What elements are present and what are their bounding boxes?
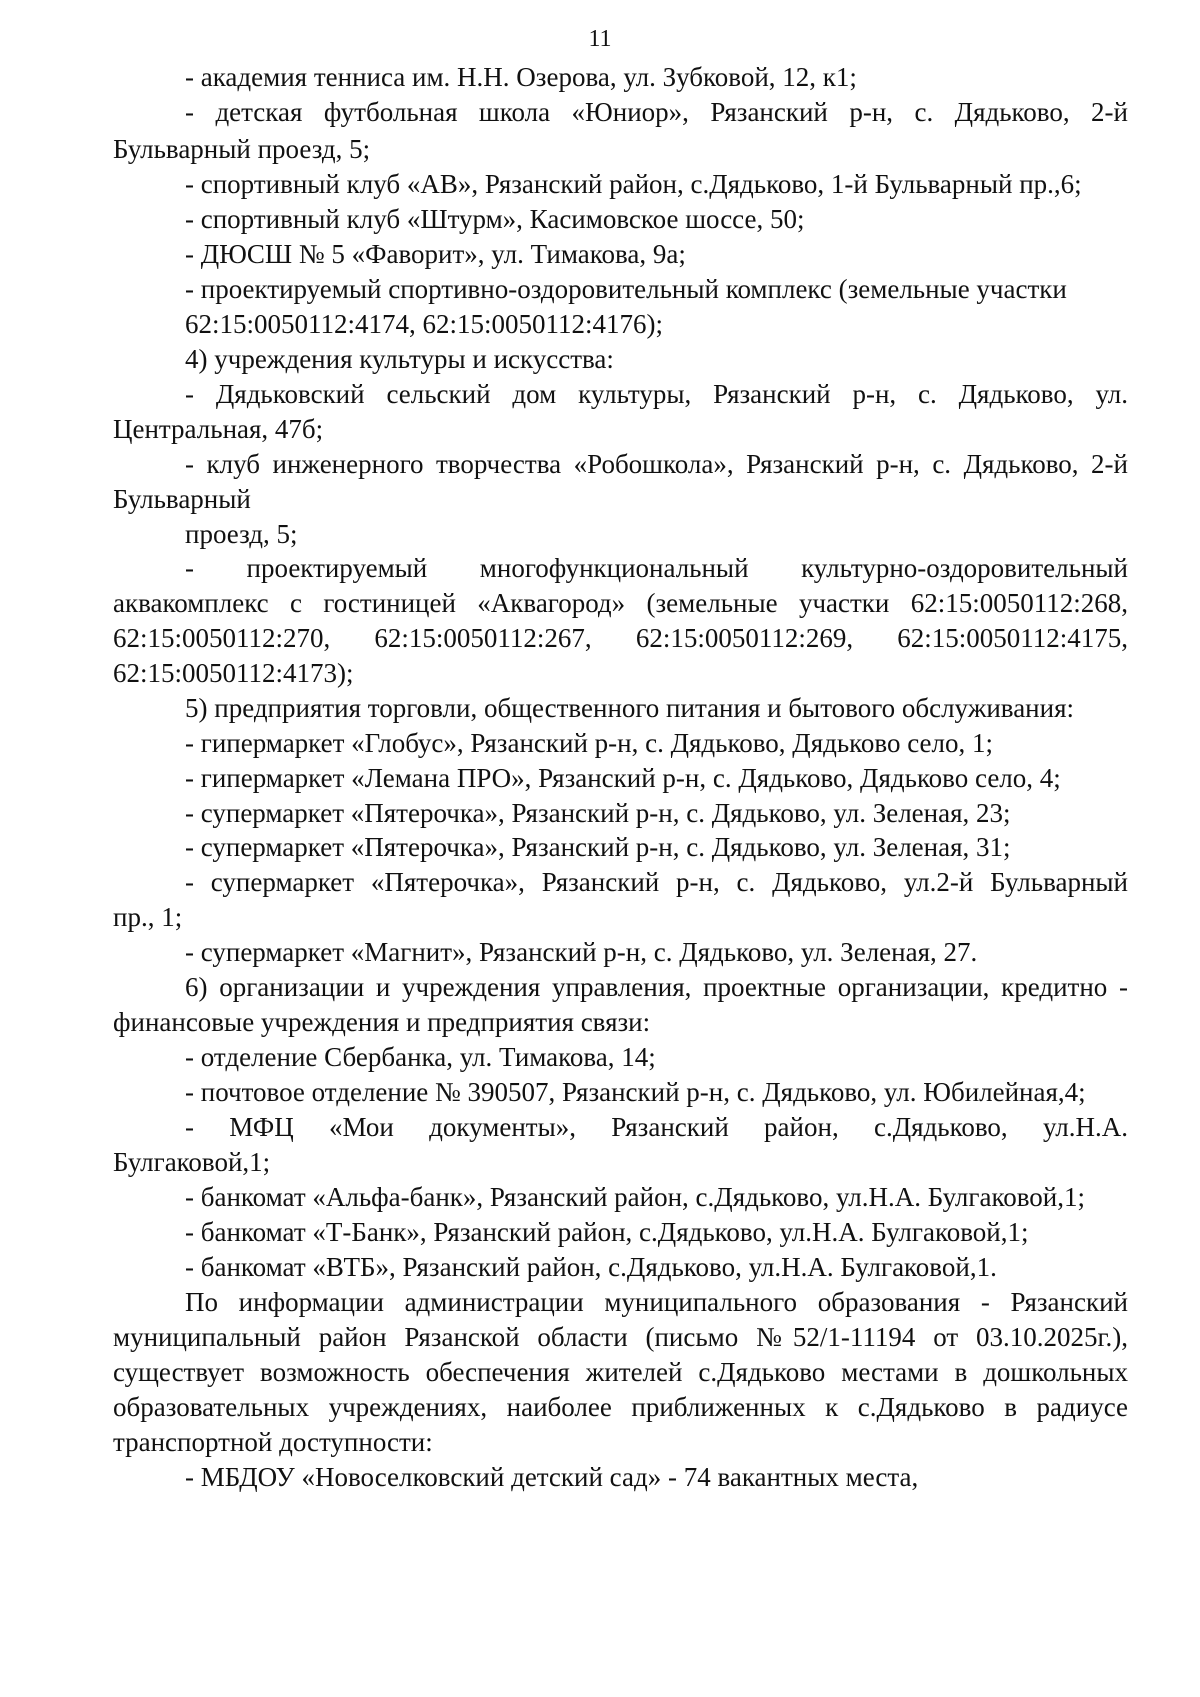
list-item: - супермаркет «Магнит», Рязанский р-н, с. Дядьково, ул. Зеленая, 27. [185, 937, 978, 967]
list-item: - клуб инженерного творчества «Робошкола», Рязанский р-н, с. Дядьково, 2-й [185, 449, 1128, 479]
list-item: - проектируемый спортивно-оздоровительный комплекс (земельные участки [185, 274, 1067, 304]
list-item: - банкомат «ВТБ», Рязанский район, с.Дядьково, ул.Н.А. Булгаковой,1. [185, 1252, 997, 1282]
text-line: Бульварный проезд, 5; [113, 134, 371, 164]
list-item: - гипермаркет «Глобус», Рязанский р-н, с. Дядьково, Дядьково село, 1; [185, 728, 993, 758]
text-line: 62:15:0050112:4173); [113, 658, 354, 688]
section-heading: 6) организации и учреждения управления, проектные организации, кредитно - [185, 972, 1128, 1002]
list-item: - МФЦ «Мои документы», Рязанский район, с.Дядьково, ул.Н.А. [185, 1112, 1128, 1142]
list-item: - спортивный клуб «Штурм», Касимовское шоссе, 50; [185, 204, 805, 234]
section-heading: 4) учреждения культуры и искусства: [185, 344, 614, 374]
text-line: финансовые учреждения и предприятия связи: [113, 1007, 651, 1037]
paragraph-line: муниципальный район Рязанской области (письмо №52/1-11194 от 03.10.2025г.), [113, 1322, 1128, 1352]
text-line: пр., 1; [113, 902, 183, 932]
paragraph-line: существует возможность обеспечения жителей с.Дядьково местами в дошкольных [113, 1357, 1128, 1387]
text-line: 62:15:0050112:4174, 62:15:0050112:4176); [185, 309, 663, 339]
list-item: - МБДОУ «Новоселковский детский сад» - 74 вакантных места, [185, 1462, 919, 1492]
list-item: - гипермаркет «Лемана ПРО», Рязанский р-н, с. Дядьково, Дядьково село, 4; [185, 763, 1061, 793]
list-item: - супермаркет «Пятерочка», Рязанский р-н, с. Дядьково, ул.2-й Бульварный [185, 867, 1128, 897]
text-line: Булгаковой,1; [113, 1147, 271, 1177]
page-number: 11 [588, 26, 612, 52]
paragraph-line: образовательных учреждениях, наиболее приближенных к с.Дядьково в радиусе [113, 1392, 1128, 1422]
list-item: - отделение Сбербанка, ул. Тимакова, 14; [185, 1042, 656, 1072]
list-item: - супермаркет «Пятерочка», Рязанский р-н, с. Дядьково, ул. Зеленая, 23; [185, 798, 1011, 828]
list-item: - Дядьковский сельский дом культуры, Рязанский р-н, с. Дядьково, ул. [185, 379, 1128, 409]
text-line: аквакомплекс с гостиницей «Аквагород» (земельные участки 62:15:0050112:268, [113, 588, 1128, 618]
section-heading: 5) предприятия торговли, общественного питания и бытового обслуживания: [185, 693, 1074, 723]
list-item: - банкомат «Альфа-банк», Рязанский район, с.Дядьково, ул.Н.А. Булгаковой,1; [185, 1182, 1085, 1212]
text-line: 62:15:0050112:270, 62:15:0050112:267, 62:15:0050112:269, 62:15:0050112:4175, [113, 623, 1128, 653]
list-item: - супермаркет «Пятерочка», Рязанский р-н, с. Дядьково, ул. Зеленая, 31; [185, 832, 1011, 862]
list-item: - детская футбольная школа «Юниор», Рязанский р-н, с. Дядьково, 2-й [185, 97, 1128, 127]
list-item: - спортивный клуб «АВ», Рязанский район, с.Дядьково, 1-й Бульварный пр.,6; [185, 169, 1082, 199]
text-line: Бульварный [113, 484, 251, 514]
list-item: - банкомат «Т-Банк», Рязанский район, с.Дядьково, ул.Н.А. Булгаковой,1; [185, 1217, 1029, 1247]
paragraph-line: транспортной доступности: [113, 1427, 433, 1457]
paragraph-line: По информации администрации муниципального образования - Рязанский [185, 1287, 1128, 1317]
text-line: Центральная, 47б; [113, 414, 324, 444]
list-item: - проектируемый многофункциональный культурно-оздоровительный [185, 553, 1128, 583]
text-line: проезд, 5; [185, 519, 298, 549]
list-item: - академия тенниса им. Н.Н. Озерова, ул. Зубковой, 12, к1; [185, 62, 857, 92]
list-item: - ДЮСШ № 5 «Фаворит», ул. Тимакова, 9а; [185, 239, 686, 269]
list-item: - почтовое отделение № 390507, Рязанский р-н, с. Дядьково, ул. Юбилейная,4; [185, 1077, 1086, 1107]
